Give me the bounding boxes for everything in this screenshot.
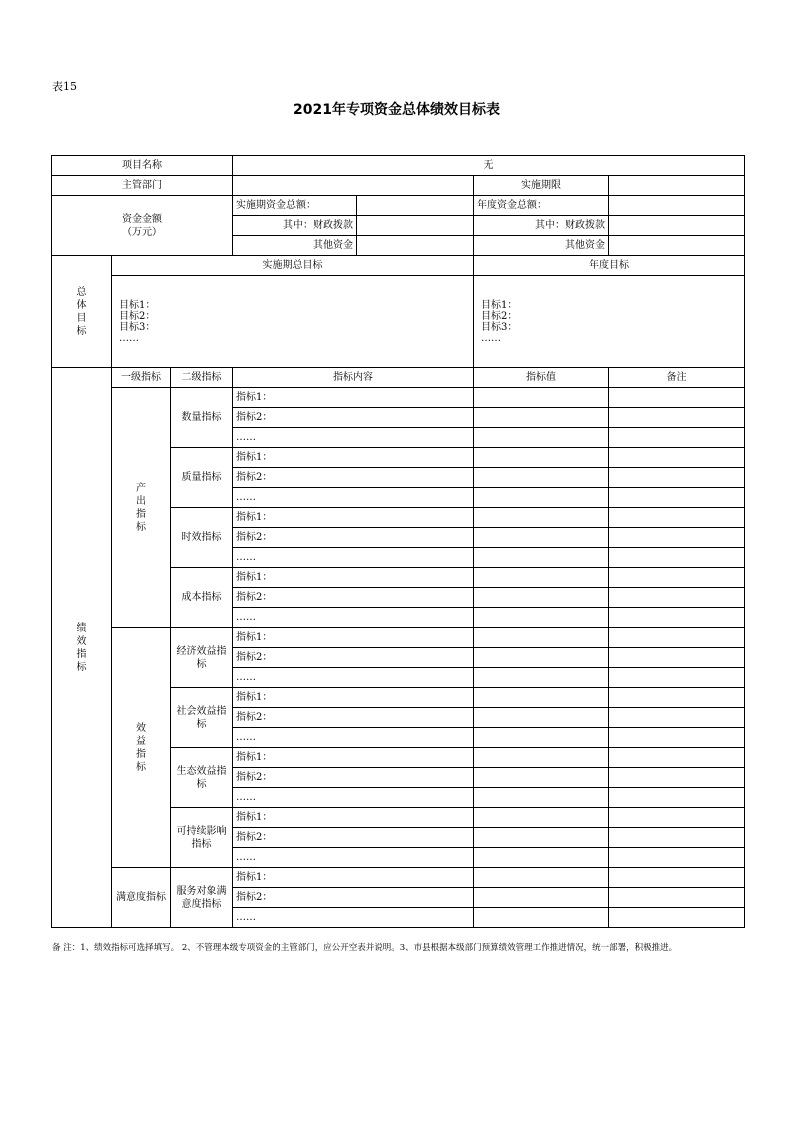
indicator-value-cell[interactable] [474,428,609,448]
indicator-value-cell[interactable] [474,808,609,828]
indicator-value-cell[interactable] [474,688,609,708]
indicator-note-cell[interactable] [609,468,745,488]
department-row [52,176,745,196]
indicator-item[interactable]: 指标1： [233,808,474,828]
content-header: 指标内容 [233,368,474,388]
indicator-note-cell[interactable] [609,868,745,888]
table-row [52,868,745,888]
level1-header: 一级指标 [112,368,171,388]
indicator-header-row [52,368,745,388]
period-fiscal-label: 其中：财政拨款 [233,216,357,236]
indicator-note-cell[interactable] [609,408,745,428]
indicator-item[interactable]: …… [233,728,474,748]
timeliness-indicator-label: 时效指标 [171,508,233,568]
quantity-indicator-label: 数量指标 [171,388,233,448]
period-goal-header: 实施期总目标 [112,256,474,276]
indicator-note-cell[interactable] [609,908,745,928]
indicator-value-cell[interactable] [474,568,609,588]
period-fund-total-value[interactable] [357,196,474,216]
indicator-item[interactable]: …… [233,788,474,808]
quality-indicator-label: 质量指标 [171,448,233,508]
department-value[interactable] [233,176,474,196]
footnote: 备 注：1、绩效指标可选择填写。 2、不管理本级专项资金的主管部门，应公开空表并说明。3、市县根据本级部门预算绩效管理工作推进情况，统一部署，积极推进。 [52,943,678,953]
indicator-value-cell[interactable] [474,628,609,648]
indicator-value-cell[interactable] [474,508,609,528]
note-header: 备注 [609,368,745,388]
indicator-item[interactable]: …… [233,608,474,628]
indicator-value-cell[interactable] [474,448,609,468]
year-fund-total-label: 年度资金总额： [474,196,609,216]
indicator-item[interactable]: …… [233,548,474,568]
year-fiscal-value[interactable] [609,216,745,236]
indicator-note-cell[interactable] [609,548,745,568]
indicator-note-cell[interactable] [609,728,745,748]
sustainable-impact-label: 可持续影响指标 [171,808,233,868]
year-goal-content[interactable]: 目标1： 目标2： 目标3： …… [474,276,745,368]
overall-goal-header-row [52,256,745,276]
year-goal-header: 年度目标 [474,256,745,276]
table-row [52,628,745,648]
indicator-value-cell[interactable] [474,648,609,668]
period-other-label: 其他资金 [233,236,357,256]
fund-total-row [52,196,745,216]
indicator-value-cell[interactable] [474,588,609,608]
indicator-note-cell[interactable] [609,648,745,668]
period-other-value[interactable] [357,236,474,256]
period-fund-total-label: 实施期资金总额： [233,196,357,216]
indicator-item[interactable]: 指标2： [233,828,474,848]
performance-indicator-side-label: 绩 效 指 标 [52,368,112,928]
indicator-value-cell[interactable] [474,468,609,488]
indicator-item[interactable]: 指标1： [233,448,474,468]
project-name-row [52,156,745,176]
indicator-item[interactable]: 指标2： [233,588,474,608]
indicator-value-cell[interactable] [474,888,609,908]
economic-benefit-label: 经济效益指标 [171,628,233,688]
indicator-note-cell[interactable] [609,888,745,908]
indicator-note-cell[interactable] [609,848,745,868]
indicator-item[interactable]: …… [233,908,474,928]
indicator-note-cell[interactable] [609,768,745,788]
period-fiscal-value[interactable] [357,216,474,236]
project-name-label: 项目名称 [52,156,233,176]
indicator-value-cell[interactable] [474,408,609,428]
indicator-item[interactable]: 指标2： [233,408,474,428]
fund-amount-label: 资金金额 （万元） [52,196,233,256]
indicator-value-cell[interactable] [474,788,609,808]
cost-indicator-label: 成本指标 [171,568,233,628]
indicator-item[interactable]: …… [233,848,474,868]
indicator-value-cell[interactable] [474,828,609,848]
satisfaction-indicator-label: 满意度指标 [112,868,171,928]
indicator-note-cell[interactable] [609,808,745,828]
indicator-item[interactable]: 指标1： [233,748,474,768]
indicator-value-cell[interactable] [474,668,609,688]
performance-goal-table [51,155,745,928]
ecological-benefit-label: 生态效益指标 [171,748,233,808]
indicator-item[interactable]: 指标1： [233,388,474,408]
indicator-note-cell[interactable] [609,528,745,548]
indicator-note-cell[interactable] [609,588,745,608]
indicator-note-cell[interactable] [609,568,745,588]
indicator-value-cell[interactable] [474,848,609,868]
table-row [52,388,745,408]
indicator-item[interactable]: 指标2： [233,888,474,908]
indicator-value-cell[interactable] [474,768,609,788]
period-goal-content[interactable]: 目标1： 目标2： 目标3： …… [112,276,474,368]
indicator-value-cell[interactable] [474,748,609,768]
department-label: 主管部门 [52,176,233,196]
indicator-value-cell[interactable] [474,528,609,548]
period-value[interactable] [609,176,745,196]
indicator-item[interactable]: 指标2： [233,528,474,548]
indicator-note-cell[interactable] [609,508,745,528]
benefit-indicator-label: 效 益 指 标 [112,628,171,868]
indicator-value-cell[interactable] [474,868,609,888]
social-benefit-label: 社会效益指标 [171,688,233,748]
indicator-value-cell[interactable] [474,728,609,748]
indicator-value-cell[interactable] [474,908,609,928]
indicator-item[interactable]: 指标2： [233,768,474,788]
indicator-note-cell[interactable] [609,388,745,408]
indicator-item[interactable]: 指标1： [233,568,474,588]
indicator-note-cell[interactable] [609,428,745,448]
indicator-note-cell[interactable] [609,828,745,848]
year-fiscal-label: 其中：财政拨款 [474,216,609,236]
indicator-note-cell[interactable] [609,628,745,648]
indicator-item[interactable]: 指标1： [233,868,474,888]
overall-goal-side-label: 总 体 目 标 [52,256,112,368]
service-satisfaction-label: 服务对象满意度指标 [171,868,233,928]
indicator-item[interactable]: …… [233,488,474,508]
indicator-value-cell[interactable] [474,388,609,408]
indicator-item[interactable]: 指标2： [233,468,474,488]
indicator-note-cell[interactable] [609,448,745,468]
indicator-value-cell[interactable] [474,708,609,728]
indicator-item[interactable]: 指标2： [233,708,474,728]
year-other-value[interactable] [609,236,745,256]
indicator-item[interactable]: 指标1： [233,508,474,528]
period-label: 实施期限 [474,176,609,196]
level2-header: 二级指标 [171,368,233,388]
indicator-item[interactable]: …… [233,668,474,688]
year-fund-total-value[interactable] [609,196,745,216]
indicator-item[interactable]: 指标1： [233,628,474,648]
indicator-item[interactable]: 指标2： [233,648,474,668]
value-header: 指标值 [474,368,609,388]
year-other-label: 其他资金 [474,236,609,256]
indicator-note-cell[interactable] [609,708,745,728]
table-number: 表15 [52,80,77,93]
output-indicator-label: 产 出 指 标 [112,388,171,628]
indicator-note-cell[interactable] [609,688,745,708]
indicator-value-cell[interactable] [474,488,609,508]
indicator-item[interactable]: 指标1： [233,688,474,708]
indicator-value-cell[interactable] [474,608,609,628]
project-name-value[interactable]: 无 [233,156,745,176]
indicator-note-cell[interactable] [609,668,745,688]
indicator-note-cell[interactable] [609,748,745,768]
indicator-note-cell[interactable] [609,608,745,628]
indicator-note-cell[interactable] [609,788,745,808]
indicator-note-cell[interactable] [609,488,745,508]
indicator-item[interactable]: …… [233,428,474,448]
page-title: 2021年专项资金总体绩效目标表 [293,102,500,118]
overall-goal-content-row [52,276,745,368]
indicator-value-cell[interactable] [474,548,609,568]
